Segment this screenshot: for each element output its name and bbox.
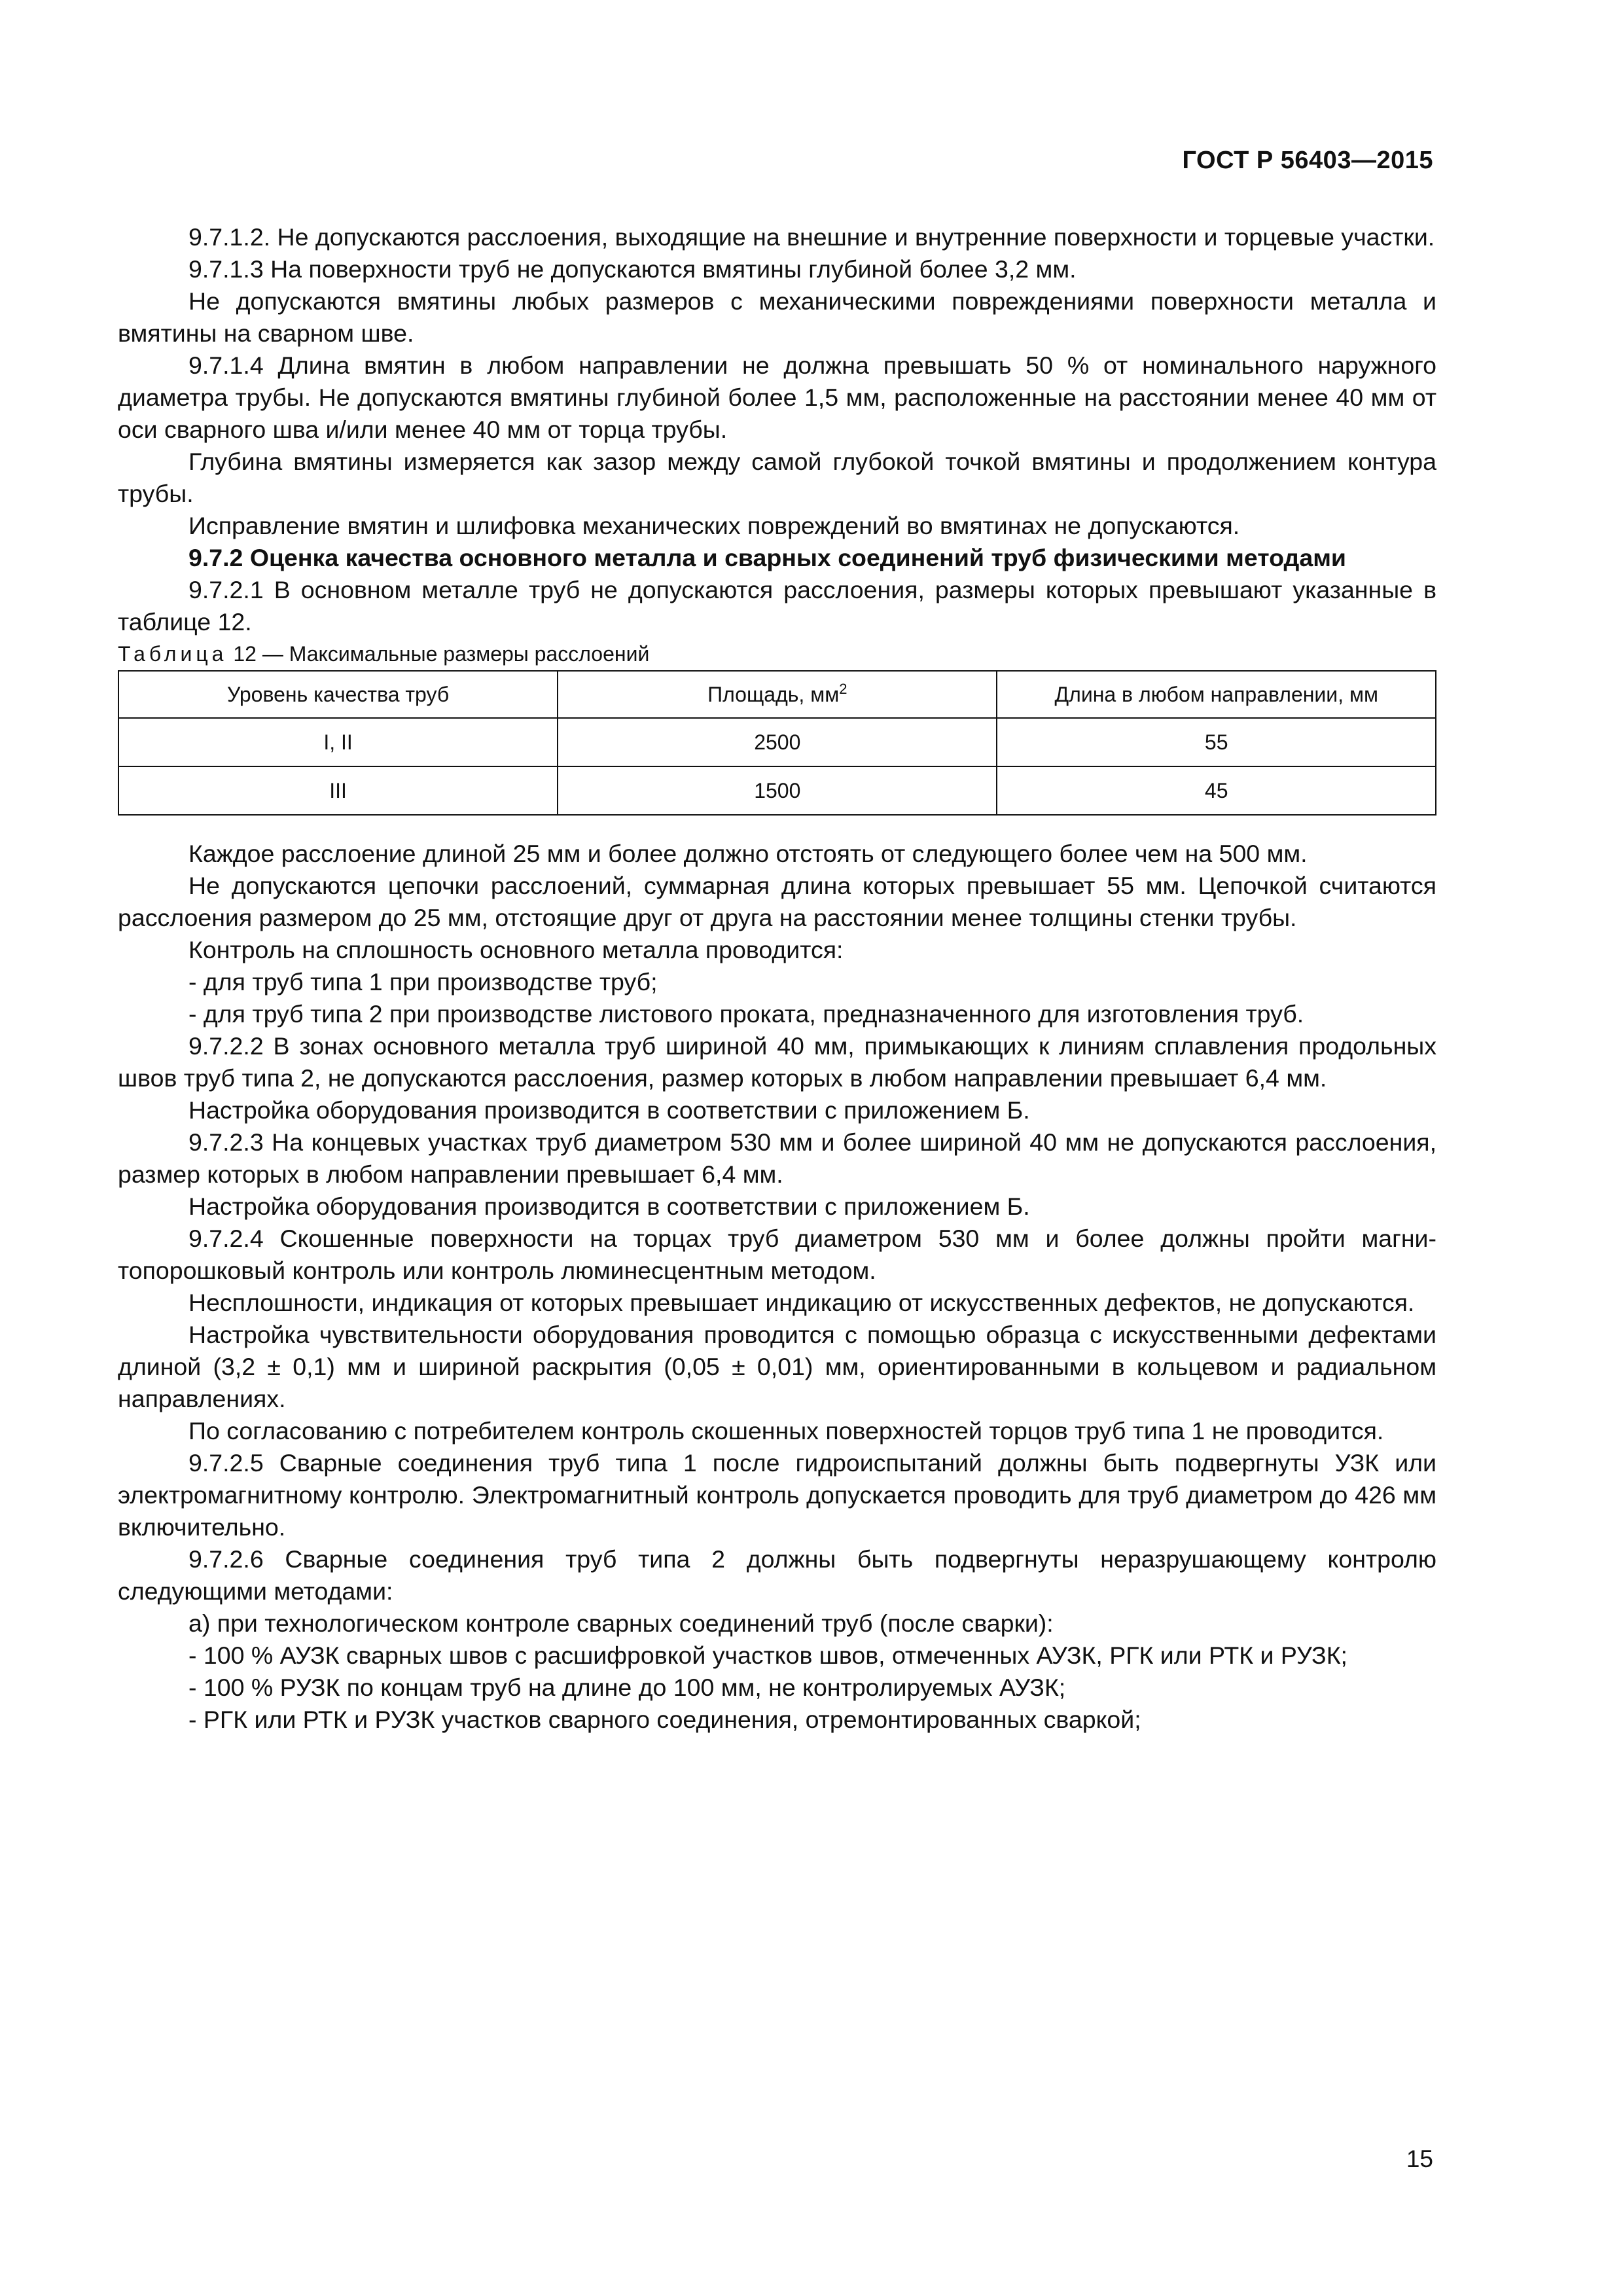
paragraph: 9.7.1.3 На поверхности труб не допускаются вмятины глубиной более 3,2 мм. xyxy=(188,255,1077,283)
paragraph: Не допускаются вмятины любых размеров с механическими повреждениями поверхности металла и вмятины на сварном шве. xyxy=(118,287,1436,347)
table-cell: 2500 xyxy=(558,718,997,766)
document-header: ГОСТ Р 56403—2015 xyxy=(1182,147,1433,174)
list-item: - 100 % АУЗК сварных швов с расшифровкой участков швов, отмеченных АУЗК, РГК или РТК и РУЗК; xyxy=(188,1641,1347,1669)
table-caption-label: Таблица xyxy=(118,642,228,666)
paragraph: 9.7.1.2. Не допускаются расслоения, выходящие на внешние и внутренние поверхности и торцевые участки. xyxy=(188,223,1435,251)
section-heading: 9.7.2 Оценка качества основного металла и сварных соединений труб физическими методами xyxy=(188,544,1346,571)
header-quality-level: Уровень качества труб xyxy=(118,671,558,718)
header-area-text: Площадь, мм xyxy=(707,682,840,706)
table-row xyxy=(118,766,1436,815)
paragraph: Настройка оборудования производится в соответствии с приложением Б. xyxy=(188,1096,1030,1124)
table-row xyxy=(118,718,1436,766)
paragraph: По согласованию с потребителем контроль скошенных поверхностей торцов труб типа 1 не проводится. xyxy=(188,1417,1384,1444)
paragraph: Контроль на сплошность основного металла проводится: xyxy=(188,936,844,963)
table-cell: III xyxy=(118,766,558,815)
table-caption-text: 12 — Максимальные размеры расслоений xyxy=(227,642,650,666)
paragraph: 9.7.2.4 Скошенные поверхности на торцах труб диаметром 530 мм и более должны пройти магнитопорошковый контроль или контроль люминесцентным методом. xyxy=(118,1225,1436,1284)
paragraph: Исправление вмятин и шлифовка механических повреждений во вмятинах не допускаются. xyxy=(188,512,1240,539)
page-number: 15 xyxy=(1406,2145,1433,2172)
table-cell: 45 xyxy=(997,766,1436,815)
paragraph: 9.7.2.3 На концевых участках труб диаметром 530 мм и более шириной 40 мм не допускаются расслоения, размер которых в любом направлении превышает 6,4 мм. xyxy=(118,1128,1436,1188)
table-caption xyxy=(118,638,1436,670)
paragraph: Не допускаются цепочки расслоений, суммарная длина которых превышает 55 мм. Цепочкой считаются расслоения размером до 25 мм, отстоящие друг от друга на расстоянии менее толщины стенки трубы. xyxy=(118,872,1436,931)
paragraph: 9.7.2.6 Сварные соединения труб типа 2 должны быть подвергнуты неразрушающему контролю следующими методами: xyxy=(118,1545,1436,1605)
list-item: - РГК или РТК и РУЗК участков сварного соединения, отремонтированных сваркой; xyxy=(188,1706,1141,1733)
paragraph: 9.7.1.4 Длина вмятин в любом направлении не должна превышать 50 % от номинального наружного диаметра трубы. Не допускаются вмятины глубиной более 1,5 мм, расположенные на расстоянии менее 40 мм от оси сварного шва и/или менее 40 мм от торца трубы. xyxy=(118,351,1436,443)
paragraph: Настройка оборудования производится в соответствии с приложением Б. xyxy=(188,1193,1030,1220)
header-area xyxy=(558,671,997,718)
paragraph: 9.7.2.2 В зонах основного металла труб шириной 40 мм, примыкающих к линиям сплавления продольных швов труб типа 2, не допускаются расслоения, размер которых в любом направлении превышает 6,4 мм. xyxy=(118,1032,1436,1092)
list-item: - для труб типа 2 при производстве листового проката, предназначенного для изготовления труб. xyxy=(188,1000,1304,1028)
list-item: - для труб типа 1 при производстве труб; xyxy=(188,968,658,996)
paragraph: Несплошности, индикация от которых превышает индикацию от искусственных дефектов, не допускаются. xyxy=(188,1289,1415,1316)
area-superscript: 2 xyxy=(839,680,847,697)
paragraph: Настройка чувствительности оборудования проводится с помощью образца с искусственными дефектами длиной (3,2 ± 0,1) мм и шириной раскрытия (0,05 ± 0,01) мм, ориентированными в кольцевом и радиальном направлениях. xyxy=(118,1321,1436,1412)
list-item: а) при технологическом контроле сварных соединений труб (после сварки): xyxy=(188,1609,1054,1637)
paragraph: Глубина вмятины измеряется как зазор между самой глубокой точкой вмятины и продолжением контура трубы. xyxy=(118,448,1436,507)
delamination-table xyxy=(118,670,1436,816)
table-header-row xyxy=(118,671,1436,718)
paragraph: 9.7.2.5 Сварные соединения труб типа 1 после гидроиспытаний должны быть подвергнуты УЗК или электромагнитному контролю. Электромагнитный контроль допускается проводить для труб диаметром до 426 мм включительно. xyxy=(118,1449,1436,1541)
list-item: - 100 % РУЗК по концам труб на длине до 100 мм, не контролируемых АУЗК; xyxy=(188,1674,1066,1701)
header-length: Длина в любом направлении, мм xyxy=(997,671,1436,718)
paragraph: 9.7.2.1 В основном металле труб не допускаются расслоения, размеры которых превышают указанные в таблице 12. xyxy=(118,576,1436,636)
table-cell: 1500 xyxy=(558,766,997,815)
table-cell: I, II xyxy=(118,718,558,766)
table-cell: 55 xyxy=(997,718,1436,766)
document-body xyxy=(118,221,1436,1736)
paragraph: Каждое расслоение длиной 25 мм и более должно отстоять от следующего более чем на 500 мм. xyxy=(188,840,1308,867)
